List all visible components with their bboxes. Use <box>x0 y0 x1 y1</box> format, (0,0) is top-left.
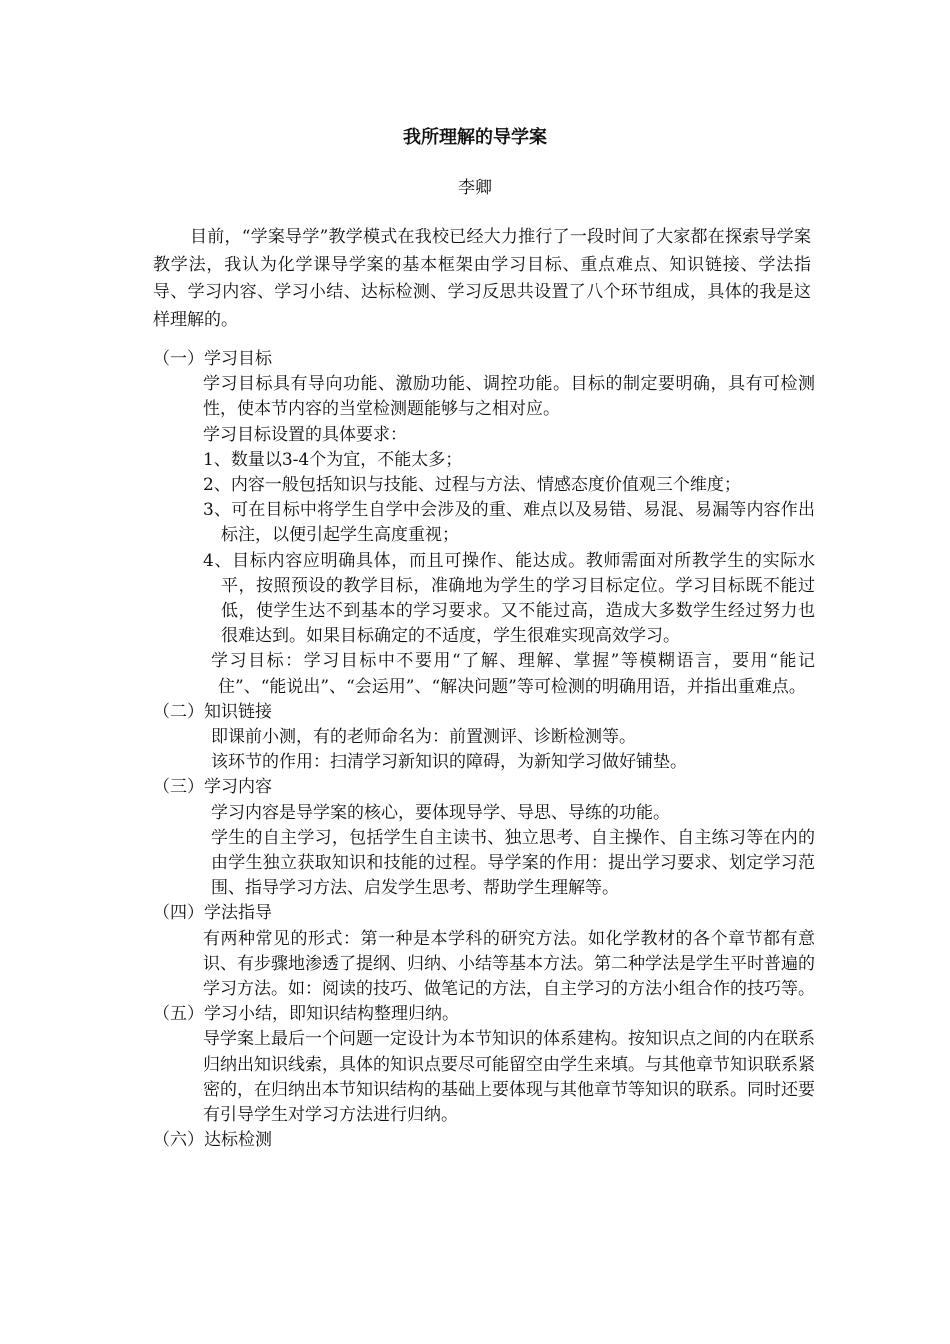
document-title: 我所理解的导学案 <box>403 127 547 148</box>
note-paragraph: 学习目标：学习目标中不要用“了解、理解、掌握”等模糊语言，要用“能记住”、“能说出”、“会运用”、“解决问题”等可检测的明确用语，并指出重难点。 <box>211 651 815 697</box>
list-item: 1、数量以3-4个为宜，不能太多； <box>203 449 463 470</box>
section-heading: （六）达标检测 <box>153 1130 272 1151</box>
section-learning-content <box>153 775 815 901</box>
paragraph: 学生的自主学习，包括学生自主读书、独立思考、自主操作、自主练习等在内的由学生独立获取知识和技能的过程。导学案的作用：提出学习要求、划定学习范围、指导学习方法、启发学生思考、帮助学生理解等。 <box>211 827 815 899</box>
section-learning-goals <box>153 347 815 700</box>
paragraph: 即课前小测，有的老师命名为：前置测评、诊断检测等。 <box>211 727 636 748</box>
section-heading: （五）学习小结，即知识结构整理归纳。 <box>153 1004 459 1025</box>
list-item: 3、可在目标中将学生自学中会涉及的重、难点以及易错、易混、易漏等内容作出标注，以便引起学生高度重视； <box>203 500 815 546</box>
section-heading: （二）知识链接 <box>153 701 272 722</box>
document-body <box>153 347 815 1154</box>
section-heading: （三）学习内容 <box>153 777 272 798</box>
paragraph: 学习内容是导学案的核心，要体现导学、导思、导练的功能。 <box>211 802 670 823</box>
section-study-method <box>153 901 815 1002</box>
section-learning-summary <box>153 1002 815 1128</box>
section-assessment <box>153 1128 815 1153</box>
document-author: 李卿 <box>458 178 492 198</box>
section-heading: （四）学法指导 <box>153 903 272 924</box>
paragraph: 导学案上最后一个问题一定设计为本节知识的体系建构。按知识点之间的内在联系归纳出知识线索，具体的知识点要尽可能留空由学生来填。与其他章节知识联系紧密的，在归纳出本节知识结构的基础上要体现与其他章节等知识的联系。同时还要有引导学生对学习方法进行归纳。 <box>203 1029 815 1126</box>
paragraph: 学习目标设置的具体要求： <box>203 424 407 445</box>
paragraph: 学习目标具有导向功能、激励功能、调控功能。目标的制定要明确，具有可检测性，使本节内容的当堂检测题能够与之相对应。 <box>203 374 815 420</box>
list-item: 2、内容一般包括知识与技能、过程与方法、情感态度价值观三个维度； <box>203 475 741 496</box>
section-knowledge-link <box>153 700 815 776</box>
list-item: 4、目标内容应明确具体，而且可操作、能达成。教师需面对所教学生的实际水平，按照预设的教学目标，准确地为学生的学习目标定位。学习目标既不能过低，使学生达不到基本的学习要求。又不能过高，造成大多数学生经过努力也很难达到。如果目标确定的不适度，学生很难实现高效学习。 <box>203 550 815 647</box>
paragraph: 有两种常见的形式：第一种是本学科的研究方法。如化学教材的各个章节都有意识、有步骤地渗透了提纲、归纳、小结等基本方法。第二种学法是学生平时普遍的学习方法。如：阅读的技巧、做笔记的方法，自主学习的方法小组合作的技巧等。 <box>203 928 815 1000</box>
intro-paragraph: 目前，“学案导学”教学模式在我校已经大力推行了一段时间了大家都在探索导学案教学法，我认为化学课导学案的基本框架由学习目标、重点难点、知识链接、学法指导、学习内容、学习小结、达标检测、学习反思共设置了八个环节组成，具体的我是这样理解的。 <box>153 227 811 330</box>
paragraph: 该环节的作用：扫清学习新知识的障碍，为新知学习做好铺垫。 <box>211 752 687 773</box>
section-heading: （一）学习目标 <box>153 349 272 369</box>
